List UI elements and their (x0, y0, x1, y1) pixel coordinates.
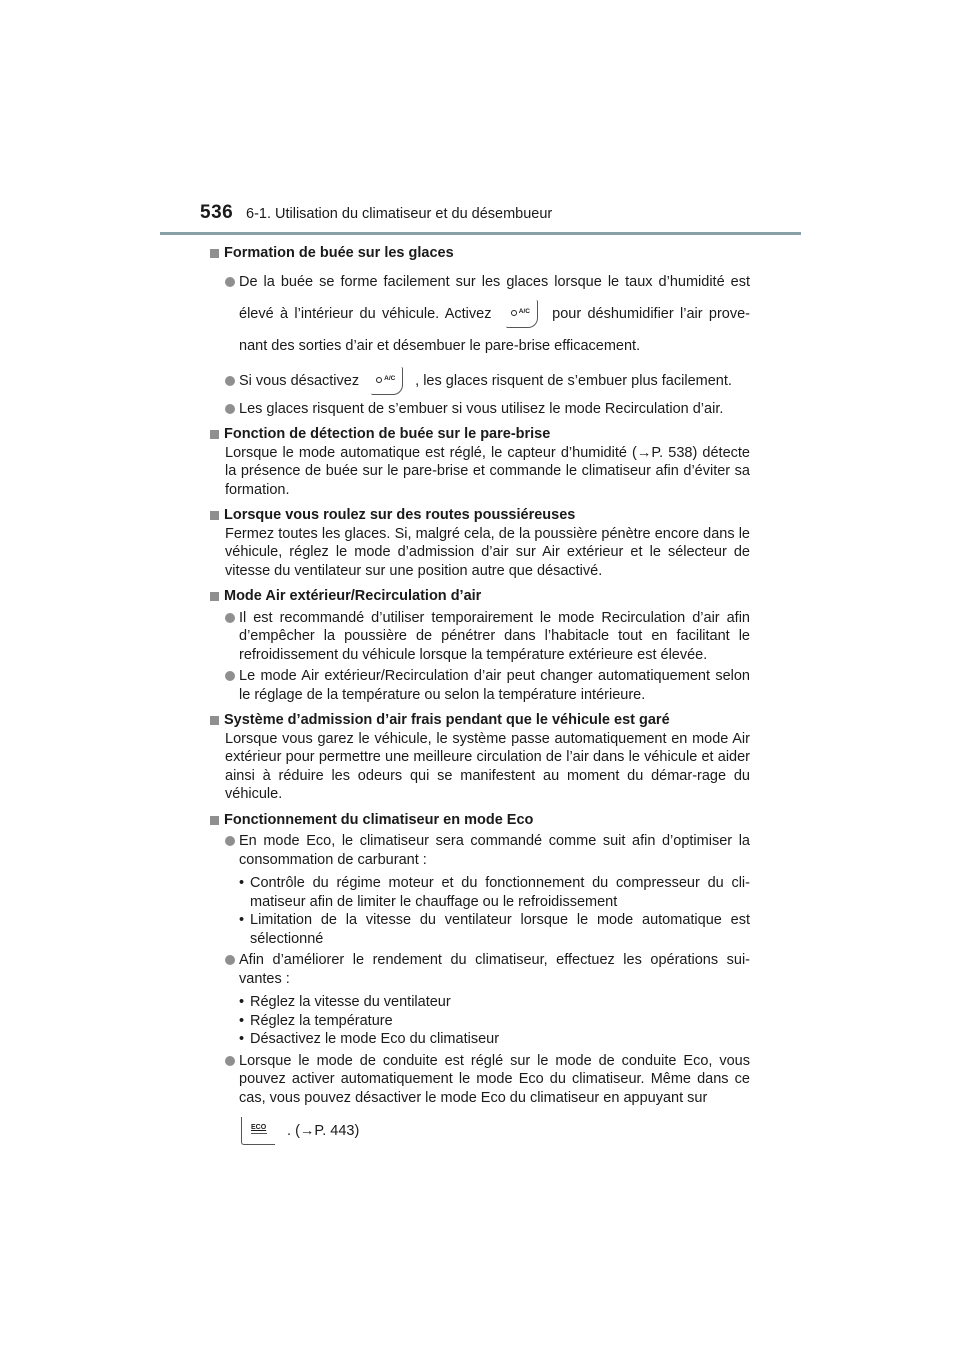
sub-list-item: • Limitation de la vitesse du ventilateur lorsque le mode automatique est sélectionné (239, 912, 750, 947)
round-bullet-icon (225, 376, 235, 386)
paragraph: Fermez toutes les glaces. Si, malgré cela, de la poussière pénètre encore dans le véhicule, réglez le mode d’admission d’air sur Air extérieur et le sélecteur de vitesse du ventilateur sur une position autre que désactivé. (225, 525, 750, 579)
round-bullet-icon (225, 671, 235, 681)
bullet-item: Si vous désactivez A/C , les glaces risquent de s’embuer plus facilement. (209, 365, 750, 397)
sub-list-item: • Réglez la vitesse du ventilateur (239, 994, 451, 1010)
bullet-item: Lorsque le mode de conduite est réglé sur le mode de conduite Eco, vous pouvez activer automatiquement le mode Eco du climatiseur. Même dans ce cas, vous pouvez désactiver le mode Eco du climatiseur en appuyant sur (209, 1052, 750, 1108)
bullet-item: De la buée se forme facilement sur les glaces lorsque le taux d’humidité est élevé à l’intérieur du véhicule. Activez A/C pour déshumidifier l’air prove-nant des sorties d’air et désembuer le pare-brise efficacement. (209, 266, 750, 362)
round-bullet-icon (225, 836, 235, 846)
square-bullet-icon (210, 430, 219, 439)
paragraph: Lorsque le mode automatique est réglé, le capteur d’humidité (→P. 538) détecte la présence de buée sur le pare-brise et commande le climatiseur afin d’éviter sa formation. (225, 444, 750, 498)
ac-button-icon: A/C (371, 367, 403, 395)
eco-button-icon: ECO (241, 1117, 275, 1145)
square-bullet-icon (210, 816, 219, 825)
bullet-item: Il est recommandé d’utiliser temporairement le mode Recirculation d’air afin d’empêcher la poussière de pénétrer dans l’habitacle tout en facilitant le refroidissement du véhicule lorsque la température extérieure est élevée. (209, 609, 750, 665)
heading-fogging: Formation de buée sur les glaces (209, 244, 750, 263)
section-title: 6-1. Utilisation du climatiseur et du désembueur (246, 206, 553, 222)
page-content (209, 244, 750, 1147)
round-bullet-icon (225, 613, 235, 623)
heading-dusty-roads: Lorsque vous roulez sur des routes poussiéreuses (209, 506, 750, 525)
square-bullet-icon (210, 249, 219, 258)
page-header (0, 0, 960, 240)
sub-list-item: • Réglez la température (239, 1012, 393, 1029)
square-bullet-icon (210, 592, 219, 601)
heading-eco-mode: Fonctionnement du climatiseur en mode Eco (209, 811, 750, 830)
ac-button-icon: A/C (506, 300, 538, 328)
bullet-item: Afin d’améliorer le rendement du climatiseur, effectuez les opérations sui-vantes : (209, 951, 750, 988)
sub-list-item: • Désactivez le mode Eco du climatiseur (239, 1031, 500, 1047)
page-number: 536 (200, 202, 234, 223)
square-bullet-icon (210, 716, 219, 725)
eco-reference-line: ECO . (→P. 443) (209, 1115, 750, 1147)
sub-list-item: • Contrôle du régime moteur et du fonctionnement du compresseur du cli-matiseur afin de limiter le chauffage ou le refroidissement (239, 875, 750, 910)
header-divider (160, 232, 801, 235)
heading-air-mode: Mode Air extérieur/Recirculation d’air (209, 587, 750, 606)
round-bullet-icon (225, 277, 235, 287)
heading-fog-detection: Fonction de détection de buée sur le pare-brise (209, 425, 750, 444)
square-bullet-icon (210, 511, 219, 520)
bullet-item: Le mode Air extérieur/Recirculation d’air peut changer automatiquement selon le réglage de la température ou selon la température intérieure. (209, 667, 750, 704)
bullet-item: En mode Eco, le climatiseur sera commandé comme suit afin d’optimiser la consommation de carburant : (209, 832, 750, 869)
bullet-item: Les glaces risquent de s’embuer si vous utilisez le mode Recirculation d’air. (209, 400, 750, 419)
round-bullet-icon (225, 404, 235, 414)
heading-parked-intake: Système d’admission d’air frais pendant que le véhicule est garé (209, 711, 750, 730)
round-bullet-icon (225, 1056, 235, 1066)
round-bullet-icon (225, 955, 235, 965)
paragraph: Lorsque vous garez le véhicule, le système passe automatiquement en mode Air extérieur pour permettre une meilleure circulation de l’air dans le véhicule et aider ainsi à réduire les odeurs qui se manifestent au moment du démar-rage du véhicule. (225, 730, 750, 802)
